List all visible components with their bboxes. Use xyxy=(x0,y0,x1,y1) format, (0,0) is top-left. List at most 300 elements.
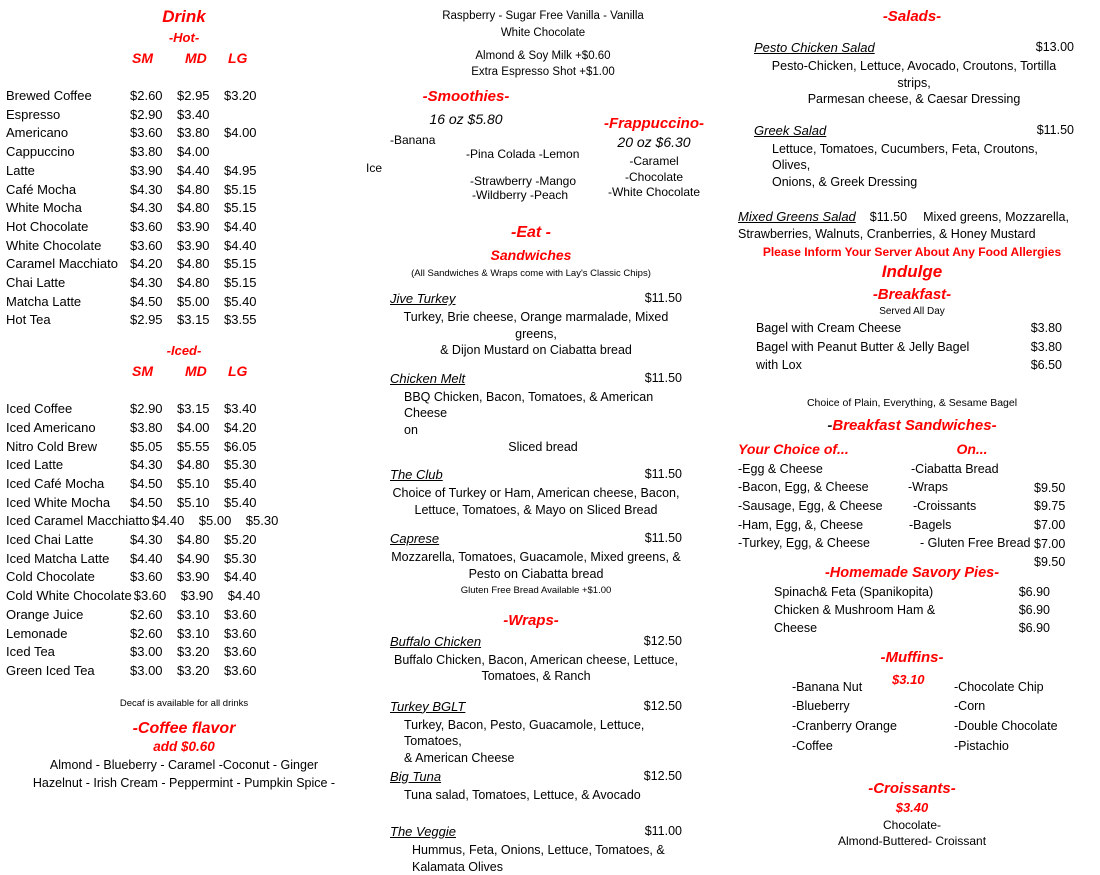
item-name: Pesto Chicken Salad xyxy=(754,40,875,55)
item-name: Greek Salad xyxy=(754,122,827,138)
croissant-price: $3.40 xyxy=(895,799,929,815)
frappuccino-flavor-list xyxy=(594,154,714,201)
muffin-flavor: -Coffee xyxy=(792,738,833,753)
drink-name: Matcha Latte xyxy=(6,293,82,309)
item-price: $6.90 xyxy=(1018,584,1050,599)
drink-price-md: $5.55 xyxy=(177,438,210,454)
drink-price-sm: $4.30 xyxy=(130,181,163,197)
smoothie-flavor: -Wildberry -Peach xyxy=(472,188,569,203)
item-name: with Lox xyxy=(756,358,802,373)
drink-price-lg xyxy=(224,143,271,162)
drink-name: Chai Latte xyxy=(6,275,66,291)
drink-price-md: $3.90 xyxy=(177,237,210,253)
drink-name: Iced Chai Latte xyxy=(6,532,94,548)
food-column xyxy=(366,0,704,875)
drink-row xyxy=(6,274,362,293)
drink-price-md: $4.80 xyxy=(177,532,210,548)
indulge-title: Indulge xyxy=(881,262,943,281)
item-price: $11.00 xyxy=(644,824,682,839)
frappuccino-title: -Frappuccino- xyxy=(604,115,704,132)
drink-price-md: $5.10 xyxy=(177,475,210,491)
item-name: Buffalo Chicken xyxy=(390,633,482,649)
drink-price-md: $3.20 xyxy=(177,662,210,678)
drink-price-lg: $4.40 xyxy=(227,588,261,604)
drink-name: Brewed Coffee xyxy=(6,88,92,103)
drink-price-sm: $3.80 xyxy=(130,419,163,435)
drink-price-sm: $4.50 xyxy=(130,475,163,491)
drink-price-lg: $5.30 xyxy=(245,513,279,529)
drink-price-lg: $3.55 xyxy=(224,312,257,328)
item-price: $9.75 xyxy=(1034,499,1066,514)
filling-option: -Egg & Cheese xyxy=(738,461,823,476)
drink-price-lg: $5.30 xyxy=(224,550,257,566)
breakfast-sandwich-builder xyxy=(732,440,1092,570)
coffee-flavor-price: add $0.60 xyxy=(153,738,215,754)
drink-price-lg: $5.15 xyxy=(224,256,257,272)
drink-name: Nitro Cold Brew xyxy=(6,438,98,454)
item-header xyxy=(390,369,682,388)
item-price: $11.50 xyxy=(644,291,682,305)
muffin-flavors-right xyxy=(954,678,1058,756)
item-price: $9.50 xyxy=(1034,555,1066,570)
item-price: $11.50 xyxy=(644,531,682,546)
drink-price-lg: $5.40 xyxy=(224,494,257,510)
pie-item-row xyxy=(774,619,1050,637)
pie-item-row xyxy=(774,601,1050,619)
drink-addons xyxy=(390,49,696,80)
item-description xyxy=(390,309,682,359)
drink-name: Latte xyxy=(6,162,35,178)
fillings-list xyxy=(738,460,883,553)
description-line: Parmesan cheese, & Caesar Dressing xyxy=(807,92,1021,106)
smoothie-flavor-list xyxy=(366,134,586,203)
item-description: Mixed greens, Mozzarella, Strawberries, Walnuts, Cranberries, & Honey Mustard xyxy=(738,210,1069,241)
drink-name: Caramel Macchiato xyxy=(6,256,118,272)
drink-price-md: $2.95 xyxy=(177,88,210,103)
on-title: On... xyxy=(956,440,988,457)
smoothie-flavor: -Strawberry -Mango xyxy=(470,174,577,189)
drink-row xyxy=(6,199,362,218)
drink-price-md: $4.80 xyxy=(177,256,210,272)
drink-price-lg: $5.15 xyxy=(224,181,257,197)
drink-row xyxy=(6,456,362,475)
title-text: Breakfast Sandwiches- xyxy=(832,416,997,434)
drink-price-lg: $4.40 xyxy=(224,218,257,234)
frappuccino-section xyxy=(594,115,714,201)
size-header-md: MD xyxy=(185,50,207,66)
drink-price-lg: $4.20 xyxy=(224,419,257,435)
breads-list xyxy=(904,460,1040,553)
drink-price-md: $3.10 xyxy=(177,606,210,622)
description-line: Turkey, Bacon, Pesto, Guacamole, Lettuce, Tomatoes, xyxy=(404,717,645,749)
drink-price-md: $3.15 xyxy=(177,401,210,417)
drink-price-lg: $3.60 xyxy=(224,606,257,622)
description-line: Lettuce, Tomatoes, & Mayo on Sliced Bread xyxy=(414,502,658,517)
muffin-flavor: -Cranberry Orange xyxy=(792,718,897,733)
coffee-flavor-list xyxy=(6,756,362,792)
drink-row xyxy=(6,568,362,587)
item-price: $3.80 xyxy=(1030,321,1062,335)
frappuccino-flavor: -Caramel xyxy=(629,154,679,168)
drink-price-md: $4.00 xyxy=(177,419,210,435)
drink-price-md: $4.90 xyxy=(177,550,210,566)
drink-row xyxy=(6,643,362,662)
breakfast-item-row xyxy=(756,356,1062,375)
drink-price-lg: $3.40 xyxy=(224,401,257,417)
drink-price-lg: $5.40 xyxy=(224,475,257,491)
salads-section-title: -Salads- xyxy=(882,8,942,25)
drink-row xyxy=(6,475,362,494)
item-description xyxy=(390,485,682,518)
drink-price-sm: $3.60 xyxy=(130,125,163,141)
drink-row xyxy=(6,400,362,419)
drink-row xyxy=(6,124,362,143)
drink-price-sm: $4.50 xyxy=(130,293,163,309)
smoothies-section xyxy=(366,88,586,203)
item-name: Big Tuna xyxy=(390,768,442,784)
drink-price-md: $3.90 xyxy=(180,588,214,604)
filling-option: -Sausage, Egg, & Cheese xyxy=(738,498,883,513)
drink-price-sm: $2.90 xyxy=(130,106,163,122)
drink-price-lg: $4.00 xyxy=(224,125,257,141)
coffee-flavor-line: White Chocolate xyxy=(500,27,586,39)
item-description xyxy=(390,842,682,875)
croissant-flavor-line: Chocolate- xyxy=(882,817,942,832)
item-name: Mixed Greens Salad xyxy=(738,209,856,224)
drink-price-md: $4.40 xyxy=(177,162,210,178)
savory-pies-list xyxy=(732,583,1092,637)
item-header xyxy=(754,121,1074,140)
drink-price-sm: $3.90 xyxy=(130,162,163,178)
drink-row xyxy=(6,625,362,644)
drink-row xyxy=(6,87,362,106)
description-line: BBQ Chicken, Bacon, Tomatoes, & American Cheese xyxy=(404,389,654,421)
drink-name: Orange Juice xyxy=(6,606,84,622)
drink-name: Green Iced Tea xyxy=(6,662,95,678)
drink-price-md: $4.80 xyxy=(177,457,210,473)
drink-price-sm: $4.40 xyxy=(130,550,163,566)
item-name: The Veggie xyxy=(390,824,457,840)
drink-row xyxy=(6,531,362,550)
menu-item-the-club xyxy=(366,465,696,518)
size-header-lg: LG xyxy=(228,363,248,380)
breakfast-item-row xyxy=(756,319,1062,338)
drink-price-md: $3.15 xyxy=(177,312,210,328)
drink-price-md: $3.40 xyxy=(177,106,210,122)
menu-item-greek-salad xyxy=(732,121,1092,191)
description-line: & Dijon Mustard on Ciabatta bread xyxy=(440,343,632,358)
drink-price-sm: $5.05 xyxy=(130,438,163,454)
salads-indulge-column xyxy=(732,0,1092,849)
drink-price-sm: $2.60 xyxy=(130,88,163,103)
description-line: Turkey, Brie cheese, Orange marmalade, Mixed greens, xyxy=(403,310,669,341)
drink-name: Iced Coffee xyxy=(6,401,73,417)
description-line: Buffalo Chicken, Bacon, American cheese, Lettuce, xyxy=(394,652,678,667)
drink-name: Espresso xyxy=(6,106,61,122)
drink-price-sm: $4.40 xyxy=(151,513,185,529)
bread-option: -Croissants xyxy=(913,498,977,513)
size-header-sm: SM xyxy=(132,363,153,380)
chips-note: (All Sandwiches & Wraps come with Lay's Classic Chips) xyxy=(411,268,651,279)
muffin-flavor: -Blueberry xyxy=(792,699,850,714)
item-name: Bagel with Cream Cheese xyxy=(756,321,902,335)
item-header xyxy=(390,697,682,716)
drink-row xyxy=(6,606,362,625)
drinks-column xyxy=(6,0,362,792)
smoothies-frappuccino-section xyxy=(366,88,704,218)
smoothie-flavor: Ice xyxy=(366,160,383,175)
served-all-day-note: Served All Day xyxy=(879,306,945,317)
muffin-flavor: -Double Chocolate xyxy=(954,718,1058,733)
description-line: Kalamata Olives xyxy=(412,859,504,874)
drink-row xyxy=(6,106,362,125)
addon-espresso-shot: Extra Espresso Shot +$1.00 xyxy=(471,65,615,78)
drink-row xyxy=(6,143,362,162)
item-price: $11.50 xyxy=(644,467,682,482)
drink-price-md: $3.80 xyxy=(177,125,210,141)
drink-price-lg: $5.15 xyxy=(224,200,257,216)
drink-price-md: $3.20 xyxy=(177,644,210,660)
drink-row xyxy=(6,311,362,330)
drink-row xyxy=(6,237,362,256)
drink-price-md: $3.90 xyxy=(177,569,210,585)
your-choice-column xyxy=(738,441,883,553)
menu-item-big-tuna xyxy=(366,767,696,804)
item-price: $6.90 xyxy=(1018,620,1050,635)
frappuccino-flavor: -White Chocolate xyxy=(607,185,701,199)
drink-name: Cold White Chocolate xyxy=(6,588,132,604)
drink-price-lg: $5.30 xyxy=(224,457,257,473)
item-price: $6.50 xyxy=(1030,358,1062,373)
drink-price-sm: $2.95 xyxy=(130,312,163,328)
gluten-free-note: Gluten Free Bread Available +$1.00 xyxy=(460,584,612,596)
menu-item-the-veggie xyxy=(366,822,696,875)
smoothies-size-price: 16 oz $5.80 xyxy=(429,111,503,127)
menu-item-buffalo-chicken xyxy=(366,632,696,685)
item-header xyxy=(390,529,682,548)
filling-option: -Turkey, Egg, & Cheese xyxy=(738,536,871,551)
drink-name: White Mocha xyxy=(6,200,82,216)
iced-drinks-list xyxy=(6,400,362,681)
your-choice-title: Your Choice of... xyxy=(738,440,849,457)
drink-name: Iced Tea xyxy=(6,644,55,660)
frappuccino-flavor: -Chocolate xyxy=(624,169,684,184)
item-price: $3.80 xyxy=(1030,339,1062,354)
addon-milk: Almond & Soy Milk +$0.60 xyxy=(475,50,611,62)
breakfast-section-title: -Breakfast- xyxy=(872,286,952,303)
croissant-flavor-line: Almond-Buttered- Croissant xyxy=(837,833,987,848)
bread-option: -Wraps xyxy=(908,480,949,495)
size-header-lg: LG xyxy=(228,50,248,66)
description-line: Mozzarella, Tomatoes, Guacamole, Mixed greens, & xyxy=(391,550,681,565)
drink-price-lg: $5.40 xyxy=(224,293,257,309)
drink-price-lg: $5.15 xyxy=(224,275,257,291)
drink-price-lg xyxy=(224,106,271,125)
item-header xyxy=(390,289,682,308)
coffee-flavor-title: -Coffee flavor xyxy=(132,719,236,737)
drink-price-sm: $4.20 xyxy=(130,256,163,272)
on-column xyxy=(904,441,1040,553)
drink-name: White Chocolate xyxy=(6,237,102,253)
menu-item-chicken-melt xyxy=(366,369,696,455)
item-name: Cheese xyxy=(774,620,818,635)
decaf-note: Decaf is available for all drinks xyxy=(119,697,249,709)
item-price: $12.50 xyxy=(643,698,682,713)
drink-price-lg: $3.60 xyxy=(224,644,257,660)
drink-price-sm: $3.60 xyxy=(133,588,167,604)
muffin-flavor: -Pistachio xyxy=(954,738,1009,753)
item-header xyxy=(754,38,1074,57)
drink-price-lg: $4.95 xyxy=(224,162,257,178)
item-description xyxy=(390,787,682,804)
drink-price-sm: $3.60 xyxy=(130,218,163,234)
drink-price-md: $4.80 xyxy=(177,200,210,216)
item-header xyxy=(390,767,682,786)
item-name: The Club xyxy=(390,467,443,483)
drink-row xyxy=(6,494,362,513)
item-description xyxy=(754,141,1074,191)
drink-name: Café Mocha xyxy=(6,181,77,197)
drink-price-sm: $4.30 xyxy=(130,532,163,548)
item-name: Chicken & Mushroom Ham & xyxy=(774,602,936,617)
drinks-title: Drink xyxy=(162,7,206,26)
drink-row xyxy=(6,550,362,569)
wraps-section-title: -Wraps- xyxy=(503,611,559,629)
coffee-flavors-continued xyxy=(366,8,696,80)
drink-price-sm: $4.50 xyxy=(130,494,163,510)
drink-price-sm: $3.60 xyxy=(130,237,163,253)
size-header-md: MD xyxy=(185,363,207,380)
item-name: Spinach& Feta (Spanikopita) xyxy=(774,584,934,599)
breakfast-sandwich-prices xyxy=(1034,479,1065,572)
item-description xyxy=(390,652,682,685)
smoothies-title: -Smoothies- xyxy=(422,88,510,105)
drink-row xyxy=(6,162,362,181)
menu-item-jive-turkey xyxy=(366,289,696,359)
croissants-section-title: -Croissants- xyxy=(868,779,956,797)
iced-section-title: -Iced- xyxy=(166,343,202,359)
description-line: Tomatoes, & Ranch xyxy=(481,669,591,684)
item-name: Bagel with Peanut Butter & Jelly Bagel xyxy=(756,339,970,354)
muffins-section-title: -Muffins- xyxy=(880,648,944,666)
item-header xyxy=(390,632,682,651)
item-name: Turkey BGLT xyxy=(390,698,466,714)
drink-name: Americano xyxy=(6,125,69,141)
croissant-flavors xyxy=(732,817,1092,849)
item-price: $12.50 xyxy=(643,768,682,783)
size-header-spacer xyxy=(6,50,132,66)
muffin-price: $3.10 xyxy=(892,671,925,687)
description-line: Sliced bread xyxy=(508,439,578,454)
menu-item-pesto-chicken-salad xyxy=(732,38,1092,108)
muffins-section xyxy=(732,666,1092,774)
drink-row xyxy=(6,419,362,438)
title-dash: - xyxy=(827,416,833,434)
drink-price-sm: $3.80 xyxy=(130,144,163,160)
drink-price-lg: $5.20 xyxy=(224,532,257,548)
drink-price-lg: $4.40 xyxy=(224,569,257,585)
drink-price-md: $4.80 xyxy=(177,275,210,291)
item-price: $7.00 xyxy=(1034,517,1066,532)
item-price: $9.50 xyxy=(1034,480,1066,495)
drink-name: Iced White Mocha xyxy=(6,494,111,510)
drink-price-lg: $6.05 xyxy=(224,438,257,454)
drink-name: Iced Caramel Macchiatto xyxy=(6,513,150,529)
item-description xyxy=(390,389,682,455)
drink-price-lg: $3.60 xyxy=(224,662,257,678)
item-description xyxy=(754,58,1074,108)
drink-price-sm: $2.60 xyxy=(130,625,163,641)
breakfast-sandwiches-title xyxy=(732,417,1092,434)
description-line: Pesto-Chicken, Lettuce, Avocado, Croutons, Tortilla strips, xyxy=(771,59,1057,90)
drink-price-sm: $4.30 xyxy=(130,275,163,291)
drink-name: Iced Matcha Latte xyxy=(6,550,110,566)
drink-price-md: $5.00 xyxy=(177,293,210,309)
drink-price-sm: $2.60 xyxy=(130,606,163,622)
breakfast-items-list xyxy=(732,319,1092,375)
menu-item-turkey-bglt xyxy=(366,697,696,767)
description-line: Choice of Turkey or Ham, American cheese, Bacon, xyxy=(392,486,680,501)
drink-name: Hot Chocolate xyxy=(6,218,89,234)
item-description xyxy=(390,549,682,582)
frappuccino-size-price: 20 oz $6.30 xyxy=(617,134,691,150)
breakfast-item-row xyxy=(756,338,1062,357)
drink-row xyxy=(6,438,362,457)
description-line: Pesto on Ciabatta bread xyxy=(468,566,604,581)
drink-row xyxy=(6,293,362,312)
drink-row xyxy=(6,587,362,606)
pie-item-row xyxy=(774,583,1050,601)
hot-size-headers xyxy=(6,50,362,66)
muffin-flavors-left xyxy=(792,678,897,756)
item-price: $6.90 xyxy=(1018,602,1050,617)
savory-pies-title: -Homemade Savory Pies- xyxy=(824,564,1000,581)
menu-item-caprese xyxy=(366,529,696,595)
allergy-notice: Please Inform Your Server About Any Food Allergies xyxy=(762,245,1062,259)
drink-price-sm: $3.00 xyxy=(130,662,163,678)
drink-name: Cappuccino xyxy=(6,144,75,160)
bread-option: - Gluten Free Bread xyxy=(920,536,1031,551)
size-header-spacer xyxy=(6,363,132,379)
item-name: Caprese xyxy=(390,531,440,547)
smoothie-flavor: -Pina Colada -Lemon xyxy=(466,146,580,161)
drink-name: Iced Americano xyxy=(6,419,96,435)
drink-price-sm: $2.90 xyxy=(130,401,163,417)
filling-option: -Bacon, Egg, & Cheese xyxy=(738,480,869,495)
description-line: on xyxy=(404,422,418,437)
filling-option: -Ham, Egg, &, Cheese xyxy=(738,517,864,532)
drink-name: Iced Café Mocha xyxy=(6,475,105,491)
drink-name: Lemonade xyxy=(6,625,68,641)
drink-price-lg: $3.20 xyxy=(224,88,257,103)
drink-name: Hot Tea xyxy=(6,312,51,328)
item-header xyxy=(390,465,682,484)
muffin-flavor: -Corn xyxy=(954,699,986,714)
item-price: $11.50 xyxy=(644,370,682,385)
description-line: & American Cheese xyxy=(404,750,515,765)
drink-row xyxy=(6,218,362,237)
menu-item-mixed-greens-salad xyxy=(732,208,1092,243)
description-line: Hummus, Feta, Onions, Lettuce, Tomatoes, & xyxy=(412,843,665,858)
drink-price-md: $5.00 xyxy=(198,513,232,529)
drink-price-sm: $4.30 xyxy=(130,457,163,473)
item-price: $12.50 xyxy=(643,633,682,648)
drink-row xyxy=(6,512,362,531)
coffee-flavor-line: Hazelnut - Irish Cream - Peppermint - Pumpkin Spice - xyxy=(32,775,336,790)
hot-drinks-list xyxy=(6,87,362,330)
item-header xyxy=(390,822,682,841)
coffee-flavor-line: Raspberry - Sugar Free Vanilla - Vanilla xyxy=(442,10,644,22)
